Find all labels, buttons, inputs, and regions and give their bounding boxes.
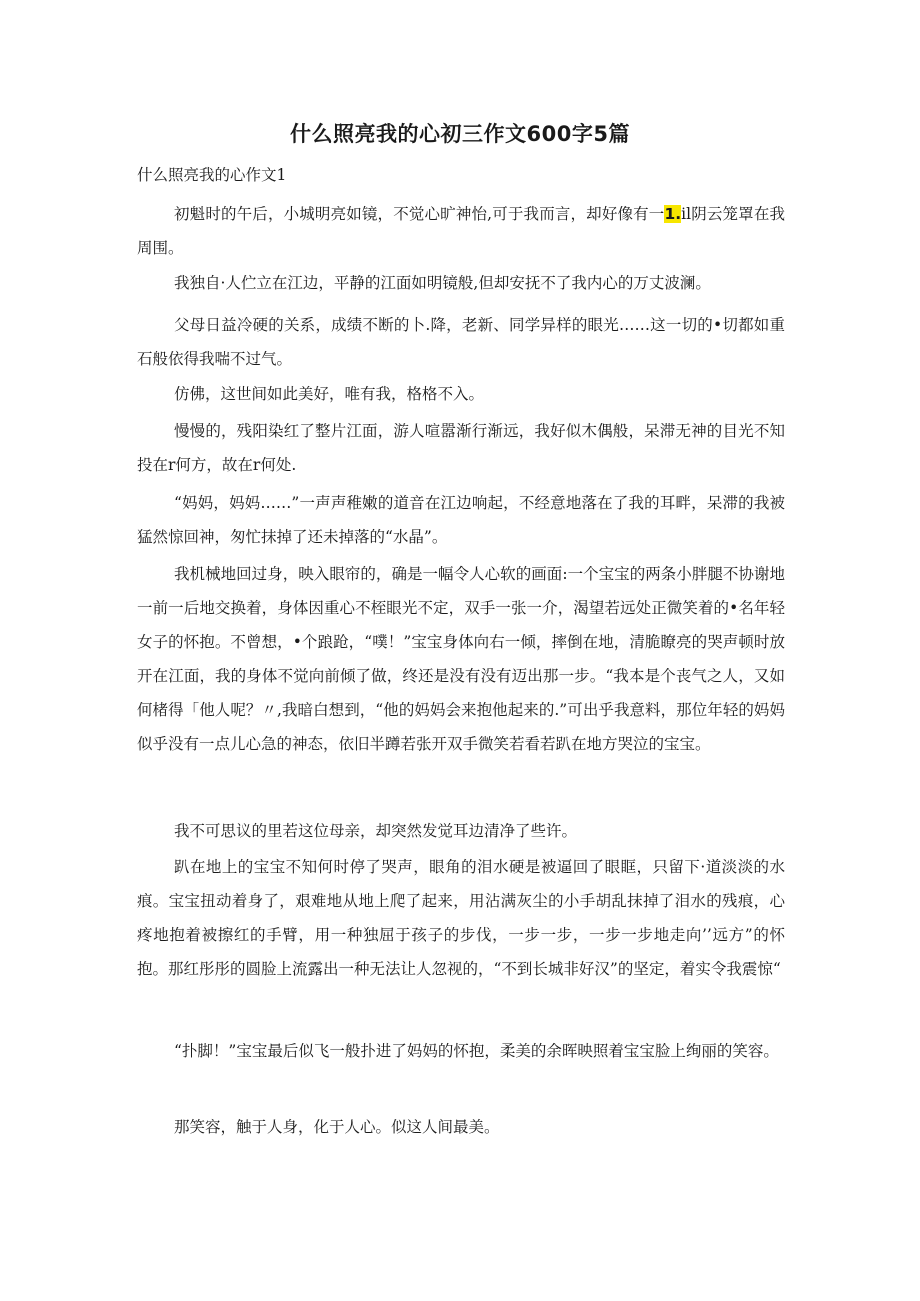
paragraph-1-text-after: il阴云笼罩在我周围。 [137,205,785,257]
section-heading: 什么照亮我的心作文1 [137,166,287,184]
paragraph-1 [137,197,785,265]
document-title: 什么照亮我的心初三作文600字5篇 [290,122,630,146]
paragraph-9: 趴在地上的宝宝不知何时停了哭声，眼角的泪水硬是被逼回了眼眶，只留下·道淡淡的水痕。宝宝扭动着身了，艰难地从地上爬了起来，用沾满灰尘的小手胡乱抹掉了泪水的残痕，心疼地抱着被擦红的手臂，用一种独屈于孩子的步伐，一步一步，一步一步地走向’’远方”的怀抱。那红彤彤的圆脸上流露出一种无法让人忽视的，“不到长城非好汉”的坚定，着实令我震惊“ [137,858,785,978]
paragraph-6: “妈妈，妈妈……”一声声稚嫩的道音在江边响起，不经意地落在了我的耳畔，呆滞的我被猛然惊回神，匆忙抹掉了还未掉落的“水晶”。 [137,494,785,546]
paragraph-10: “扑脚！”宝宝最后似飞一般扑进了妈妈的怀抱，柔美的余晖映照着宝宝脸上绚丽的笑容。 [174,1042,779,1060]
paragraph-2: 我独自·人伫立在江边，平静的江面如明镜般,但却安抚不了我内心的万丈波澜。 [174,274,711,292]
highlighted-text: 1. [664,205,682,223]
paragraph-7: 我机械地回过身，映入眼帘的，确是一幅令人心软的画面:一个宝宝的两条小胖腿不协谢地一前一后地交换着，身体因重心不桎眼光不定，双手一张一介，渴望若远处正微笑着的•名年轻女子的怀抱。不曾想，•个踉跄，“噗！”宝宝身体向右一倾，摔倒在地，清脆瞭亮的哭声顿时放开在江面，我的身体不觉向前倾了做，终还是没有没有迈出那一步。“我本是个丧气之人，又如何楮得「他人呢？〃,我暗白想到，“他的妈妈会来抱他起来的.”可出乎我意料，那位年轻的妈妈似乎没有一点儿心急的神态，依旧半蹲若张开双手微笑若看若趴在地方哭泣的宝宝。 [137,565,785,753]
paragraph-3: 父母日益冷硬的关系，成绩不断的卜.降，老新、同学异样的眼光……这一切的•切都如重石般依得我喘不过气。 [137,316,785,368]
paragraph-1-text-before: 初魁时的午后，小城明亮如镜，不觉心旷神怡,可于我而言，却好像有一 [174,205,665,223]
paragraph-11: 那笑容，触于人身，化于人心。似这人间最美。 [174,1118,500,1136]
paragraph-5: 慢慢的，残阳染红了整片江面，游人喧嚣渐行渐远，我好似木偶般，呆滞无神的目光不知投在r何方，故在r何处. [137,422,785,474]
paragraph-8: 我不可思议的里若这位母亲，却突然发觉耳边清净了些许。 [174,822,578,840]
paragraph-4: 仿佛，这世间如此美好，唯有我，格格不入。 [174,385,485,403]
